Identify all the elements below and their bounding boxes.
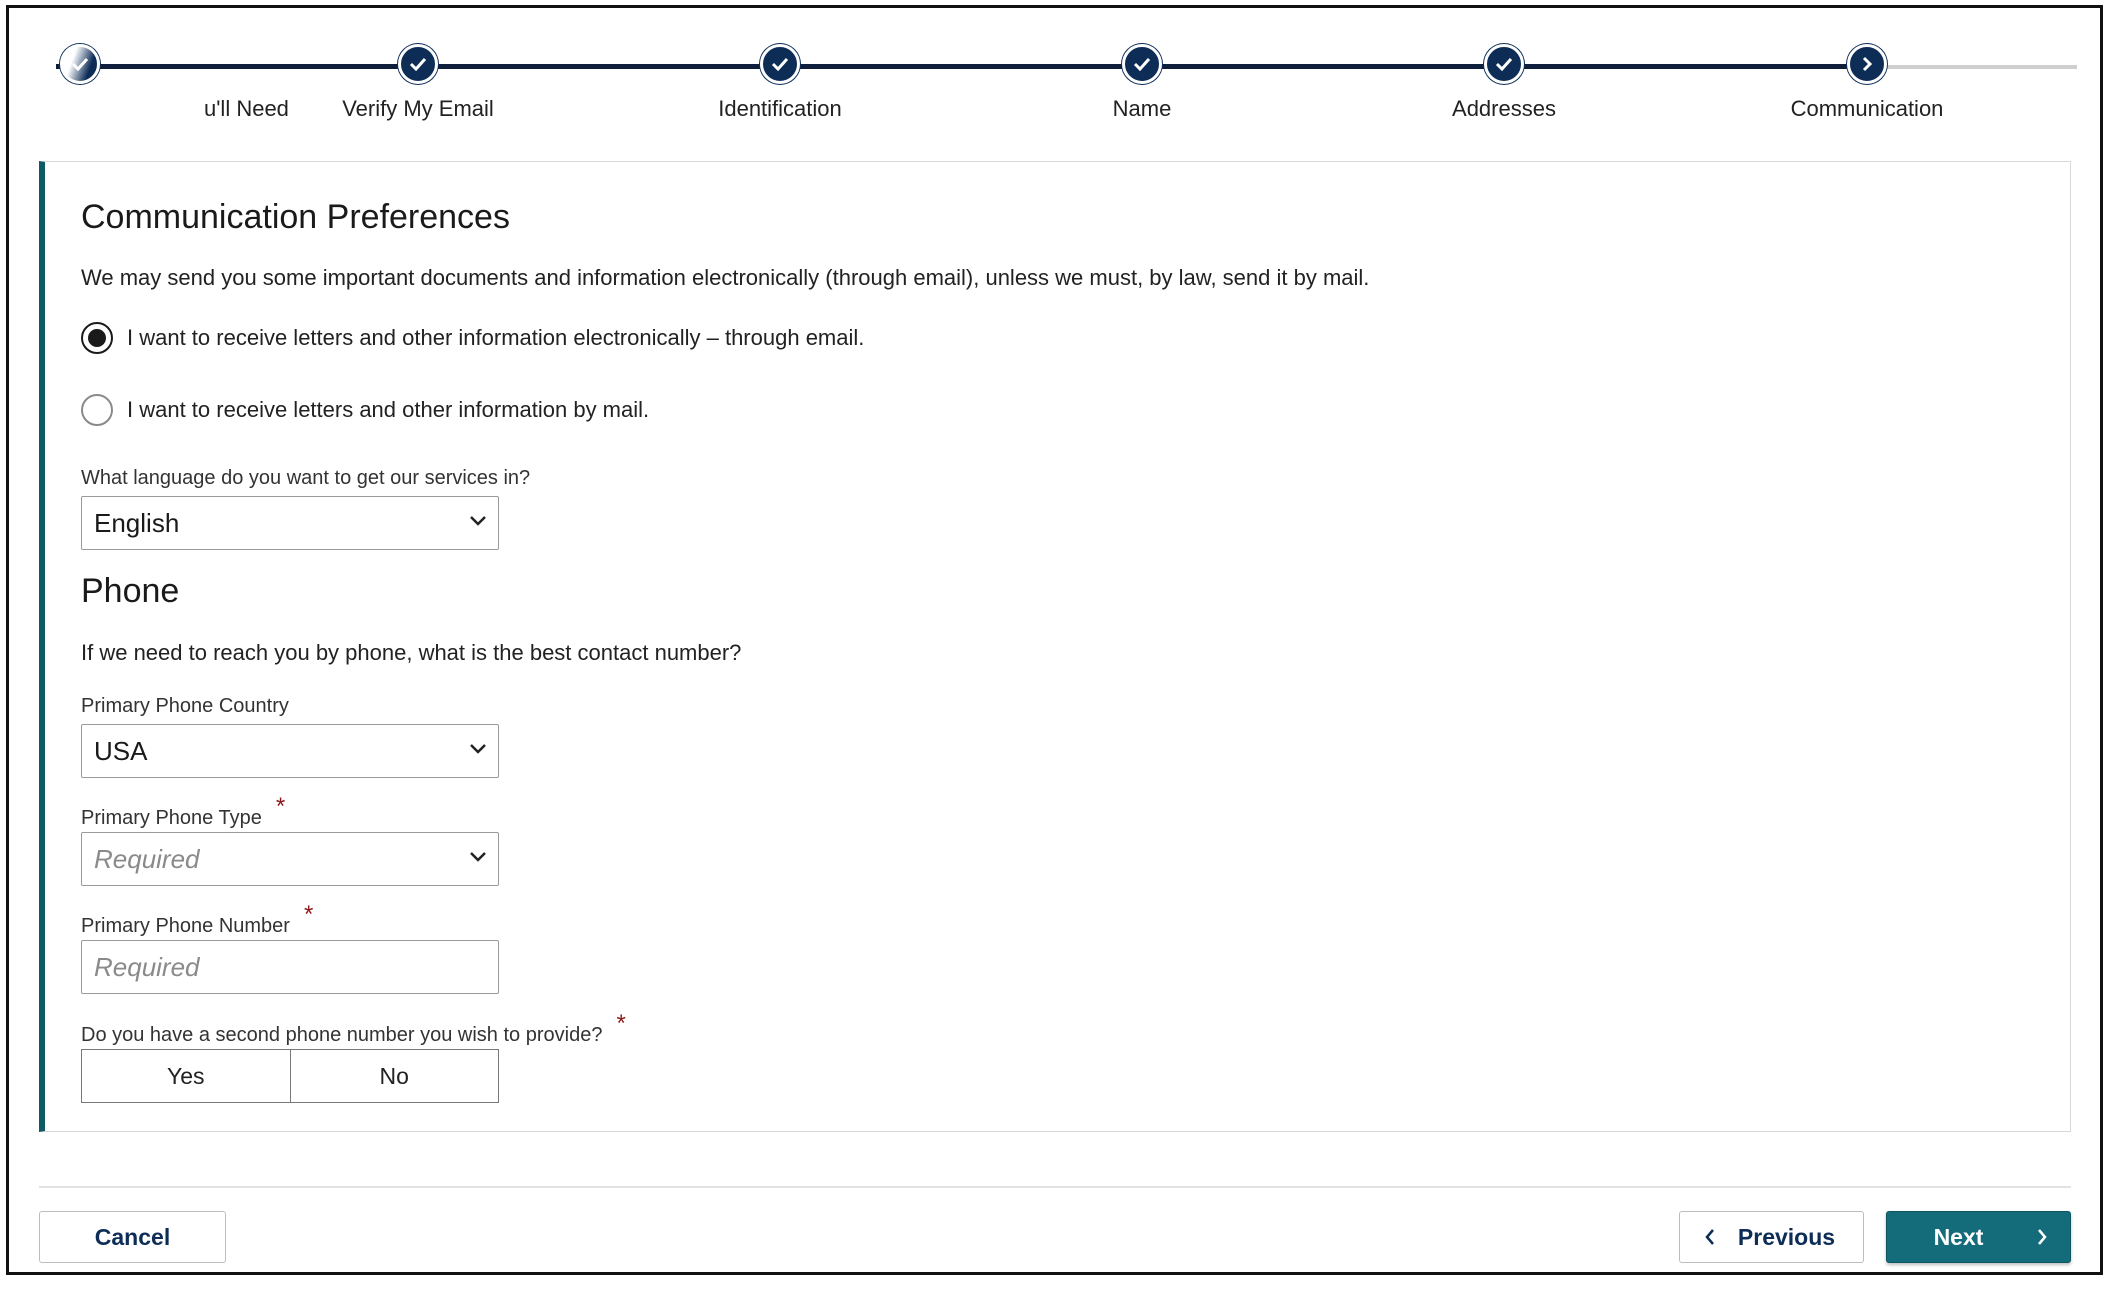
primary-phone-number-label-row: [81, 901, 314, 939]
phone-heading: Phone: [81, 572, 180, 610]
email-radio[interactable]: [81, 322, 113, 354]
chevron-down-icon: [468, 742, 488, 756]
primary-phone-type-label-row: [81, 793, 286, 831]
step-verify-my-email[interactable]: [268, 44, 568, 122]
primary-phone-number-input[interactable]: Required: [81, 940, 499, 994]
checkmark-icon: [1122, 44, 1162, 84]
step-name[interactable]: [992, 44, 1292, 122]
phone-description: If we need to reach you by phone, what is the best contact number?: [81, 640, 742, 665]
next-button[interactable]: [1886, 1211, 2071, 1263]
checkmark-icon: [1484, 44, 1524, 84]
email-radio-label[interactable]: I want to receive letters and other information electronically – through email.: [127, 325, 865, 350]
primary-phone-country-value: USA: [94, 735, 148, 766]
required-asterisk: *: [616, 1010, 626, 1037]
primary-phone-number-label: Primary Phone Number: [81, 915, 290, 937]
chevron-down-icon: [468, 850, 488, 864]
step-communication[interactable]: [1717, 44, 2017, 122]
step-label: u'll Need: [204, 96, 289, 121]
primary-phone-country-select[interactable]: [81, 724, 499, 778]
second-phone-no-button[interactable]: No: [290, 1050, 499, 1102]
step-label: Verify My Email: [342, 96, 494, 121]
language-select-value: English: [94, 507, 180, 538]
chevron-down-icon: [468, 514, 488, 528]
mail-radio[interactable]: [81, 394, 113, 426]
step-label: Addresses: [1452, 96, 1556, 121]
chevron-left-icon: [1704, 1228, 1716, 1246]
step-addresses[interactable]: [1354, 44, 1654, 122]
footer-divider: [39, 1186, 2071, 1188]
primary-phone-type-label: Primary Phone Type: [81, 807, 262, 829]
primary-phone-type-select[interactable]: [81, 832, 499, 886]
mail-radio-label[interactable]: I want to receive letters and other information by mail.: [127, 397, 650, 422]
checkmark-icon: [760, 44, 800, 84]
second-phone-label-row: [81, 1010, 626, 1048]
second-phone-question: Do you have a second phone number you wish to provide?: [81, 1024, 603, 1046]
previous-button[interactable]: [1679, 1211, 1864, 1263]
communication-preferences-heading: Communication Preferences: [81, 198, 510, 236]
step-label: Identification: [718, 96, 842, 121]
required-asterisk: *: [303, 901, 314, 928]
second-phone-toggle: [81, 1049, 499, 1103]
cancel-button[interactable]: [39, 1211, 226, 1263]
progress-stepper: [9, 8, 2100, 148]
next-button-label: Next: [1933, 1223, 1984, 1250]
language-select[interactable]: [81, 496, 499, 550]
language-label: What language do you want to get our services in?: [81, 467, 531, 489]
step-label: Name: [1112, 96, 1172, 121]
step-label: Communication: [1790, 96, 1944, 121]
radio-option-mail[interactable]: [81, 394, 649, 426]
checkmark-icon: [398, 44, 438, 84]
previous-button-label: Previous: [1737, 1223, 1836, 1250]
second-phone-yes-button[interactable]: Yes: [82, 1050, 290, 1102]
step-complete-icon: [60, 44, 100, 84]
app-frame: [6, 5, 2103, 1275]
required-asterisk: *: [275, 793, 286, 820]
primary-phone-type-placeholder: Required: [94, 843, 200, 874]
chevron-right-icon: [1847, 44, 1887, 84]
radio-option-email[interactable]: [81, 322, 864, 354]
form-card: [39, 161, 2071, 1132]
communication-description: We may send you some important documents and information electronically (through email), unless we must, by law, send it by mail.: [81, 265, 1370, 290]
cancel-button-label: Cancel: [94, 1223, 171, 1250]
step-identification[interactable]: [630, 44, 930, 122]
chevron-right-icon: [2036, 1228, 2048, 1246]
primary-phone-country-label: Primary Phone Country: [81, 695, 289, 717]
